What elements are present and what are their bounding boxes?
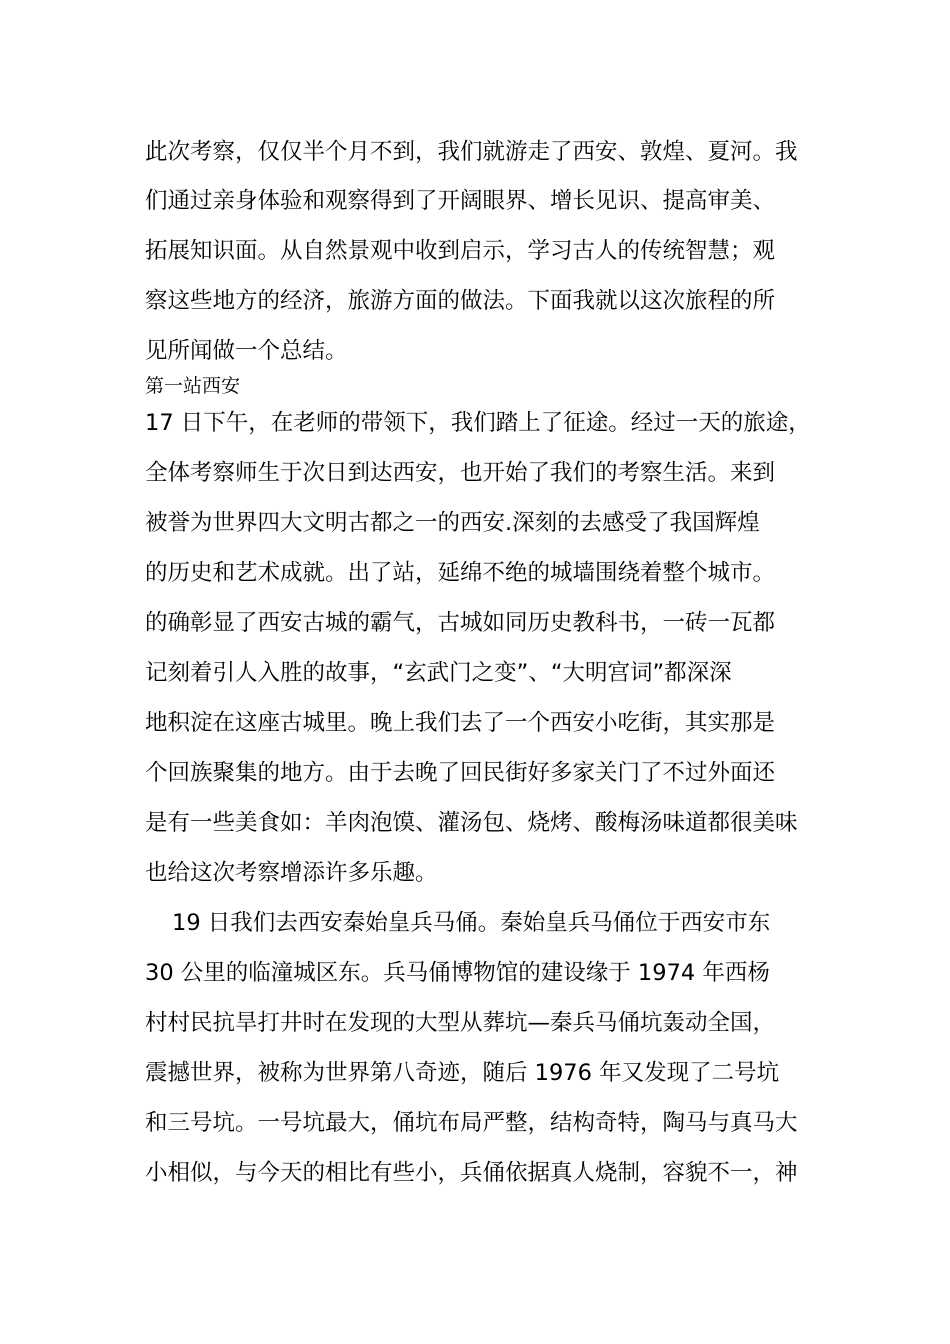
text-line: 19 日我们去西安秦始皇兵马俑。秦始皇兵马俑位于西安市东 bbox=[172, 910, 771, 936]
text-line: 记刻着引人入胜的故事，“玄武门之变”、“大明宫词”都深深 bbox=[145, 660, 732, 686]
text-line: 17 日下午，在老师的带领下，我们踏上了征途。经过一天的旅途， bbox=[145, 410, 811, 436]
text-line: 见所闻做一个总结。 bbox=[145, 338, 348, 364]
section-heading: 第一站西安 bbox=[145, 375, 241, 397]
text-line: 震撼世界，被称为世界第八奇迹，随后 1976 年又发现了二号坑 bbox=[145, 1060, 780, 1086]
text-line: 和三号坑。一号坑最大，俑坑布局严整，结构奇特，陶马与真马大 bbox=[145, 1110, 798, 1136]
text-line: 全体考察师生于次日到达西安，也开始了我们的考察生活。来到 bbox=[145, 460, 776, 486]
text-line: 村村民抗旱打井时在发现的大型从葬坑—秦兵马俑坑轰动全国， bbox=[145, 1010, 776, 1036]
text-line: 个回族聚集的地方。由于去晚了回民街好多家关门了不过外面还 bbox=[145, 760, 776, 786]
text-line: 的确彰显了西安古城的霸气，古城如同历史教科书，一砖一瓦都 bbox=[145, 610, 776, 636]
text-line: 被誉为世界四大文明古都之一的西安.深刻的去感受了我国辉煌 bbox=[145, 510, 760, 536]
text-line: 地积淀在这座古城里。晚上我们去了一个西安小吃街，其实那是 bbox=[145, 710, 776, 736]
text-line: 是有一些美食如：羊肉泡馍、灌汤包、烧烤、酸梅汤味道都很美味 bbox=[145, 810, 798, 836]
text-line: 小相似，与今天的相比有些小，兵俑依据真人烧制，容貌不一，神 bbox=[145, 1160, 798, 1186]
text-line: 察这些地方的经济，旅游方面的做法。下面我就以这次旅程的所 bbox=[145, 288, 776, 314]
text-line: 30 公里的临潼城区东。兵马俑博物馆的建设缘于 1974 年西杨 bbox=[145, 960, 770, 986]
text-line: 们通过亲身体验和观察得到了开阔眼界、增长见识、提高审美、 bbox=[145, 188, 776, 214]
text-line: 也给这次考察增添许多乐趣。 bbox=[145, 860, 438, 886]
text-line: 此次考察，仅仅半个月不到，我们就游走了西安、敦煌、夏河。我 bbox=[145, 139, 798, 165]
text-line: 拓展知识面。从自然景观中收到启示，学习古人的传统智慧；观 bbox=[145, 238, 776, 264]
text-line: 的历史和艺术成就。出了站，延绵不绝的城墙围绕着整个城市。 bbox=[145, 560, 776, 586]
